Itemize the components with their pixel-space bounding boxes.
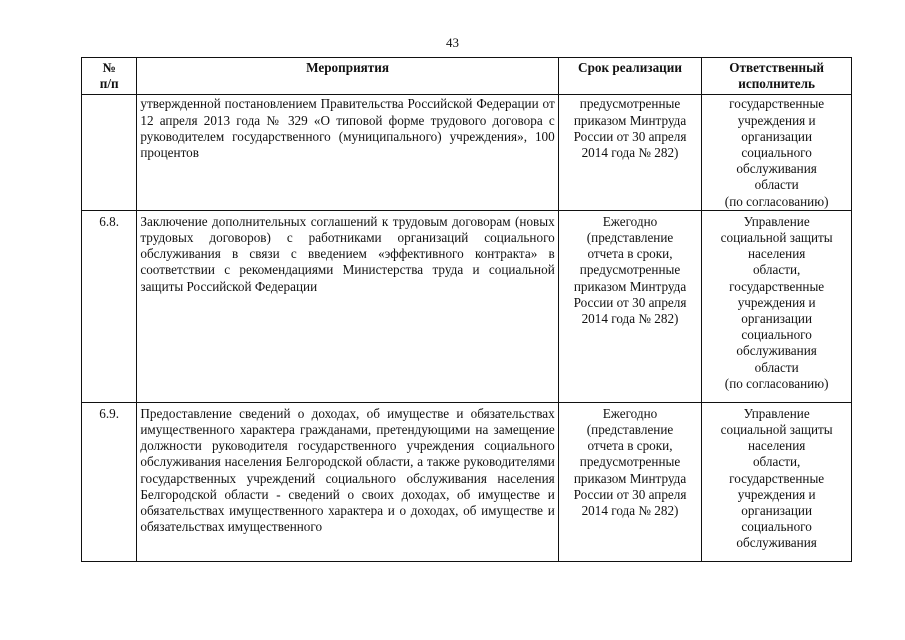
header-responsible-text: Ответственный исполнитель <box>729 60 825 92</box>
header-measures-text: Мероприятия <box>306 60 390 75</box>
row-term: Ежегодно (представление отчета в сроки, предусмотренные приказом Минтруда России от 30 апреля 2014 года № 282) <box>573 405 687 519</box>
header-term-text: Срок реализации <box>578 60 682 75</box>
row-event: утвержденной постановлением Правительства Российской Федерации от 12 апреля 2013 года № 329 «О типовой форме трудового договора с руководителем государственного (муниципального) учреждения», 100 процентов <box>140 96 555 161</box>
header-responsible <box>702 58 852 95</box>
header-number <box>82 58 137 95</box>
table-row <box>82 95 852 210</box>
row-responsible: государственные учреждения и организации социального обслуживания области (по согласованию) <box>724 96 829 209</box>
row-responsible: Управление социальной защиты населения области, государственные учреждения и организации социального обслуживания <box>720 405 833 551</box>
row-term: Ежегодно (представление отчета в сроки, предусмотренные приказом Минтруда России от 30 апреля 2014 года № 282) <box>573 213 687 327</box>
header-number-text: № п/п <box>99 60 119 92</box>
row-number: 6.9. <box>99 405 120 421</box>
table-row <box>82 210 852 402</box>
row-event: Предоставление сведений о доходах, об имуществе и обязательствах имущественного характера гражданами, претендующими на замещение должности руководителя государственного учреждения социального обслуживания населения Белгородской области, а также руководителями государственных учреждений социального обслуживания населения Белгородской области - сведений о своих доходах, об имуществе и обязательствах имущественного характера и о доходах, об имуществе и обязательствах имущественного <box>140 405 555 535</box>
row-responsible: Управление социальной защиты населения области, государственные учреждения и организации социального обслуживания области (по согласованию) <box>720 213 833 391</box>
row-event-cell <box>137 210 558 402</box>
row-number-cell <box>82 402 137 561</box>
page-number: 43 <box>446 35 459 50</box>
row-term-cell <box>558 95 702 210</box>
row-term-cell <box>558 402 702 561</box>
row-number: 6.8. <box>99 213 120 229</box>
header-measures <box>137 58 558 95</box>
row-number-cell <box>82 95 137 210</box>
row-responsible-cell <box>702 95 852 210</box>
row-responsible-cell <box>702 210 852 402</box>
row-number-cell <box>82 210 137 402</box>
measures-table <box>81 57 852 562</box>
row-event-cell <box>137 95 558 210</box>
header-term <box>558 58 702 95</box>
row-event: Заключение дополнительных соглашений к трудовым договорам (новых трудовых договоров) с работниками организаций социального обслуживания в связи с введением «эффективного контракта» в соответствии с рекомендациями Министерства труда и социальной защиты Российской Федерации <box>140 213 555 294</box>
row-term-cell <box>558 210 702 402</box>
row-event-cell <box>137 402 558 561</box>
row-term: предусмотренные приказом Минтруда России от 30 апреля 2014 года № 282) <box>573 96 687 161</box>
table-header-row <box>82 58 852 95</box>
table-row <box>82 402 852 561</box>
row-responsible-cell <box>702 402 852 561</box>
